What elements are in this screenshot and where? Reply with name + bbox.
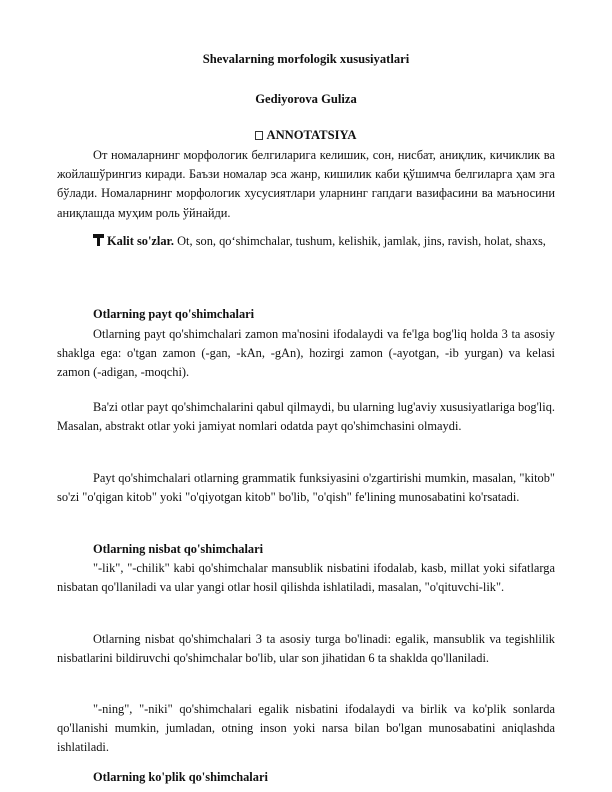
author-name: Gediyorova Guliza (255, 92, 357, 106)
section-heading-payt: Otlarning payt qo'shimchalari (93, 307, 255, 321)
annotation-heading (0, 128, 612, 143)
section-payt-paragraph-2: Ba'zi otlar payt qo'shimchalarini qabul qilmaydi, bu ularning lug'aviy xususiyatlariga bog'liq. Masalan, abstrakt otlar yoki jamiyat nomlari odatda payt qo'shimchasini olmaydi. (57, 400, 555, 434)
keywords-text: Ot, son, qo‘shimchalar, tushum, kelishik, jamlak, jins, ravish, holat, shaxs, (177, 234, 546, 248)
keywords-paragraph (57, 232, 555, 251)
section-nisbat-paragraph-2: Otlarning nisbat qo'shimchalari 3 ta asosiy turga bo'linadi: egalik, mansublik va tegishlilik nisbatlarini bildiruvchi qo'shimchalar bo'lib, ular son jihatidan 6 ta shaklda qo'llaniladi. (57, 632, 555, 666)
keywords-label: Kalit so'zlar. (107, 234, 174, 248)
key-icon (93, 234, 104, 246)
paper-title: Shevalarning morfologik xususiyatlari (202, 52, 410, 66)
section-payt-paragraph-1: Otlarning payt qo'shimchalari zamon ma'nosini ifodalaydi va fe'lga bog'liq holda 3 ta asosiy shaklga ega: o'tgan zamon (-gan, -kAn, -gAn), hozirgi zamon (-ayotgan, -ib yurgan) va kelasi zamon (-adigan, -moqchi). (57, 327, 555, 380)
section-payt-paragraph-3: Payt qo'shimchalari otlarning grammatik funksiyasini o'zgartirishi mumkin, masalan, "kitob" so'zi "o'qigan kitob" yoki "o'qiyotgan kitob" bo'lib, "o'qish" fe'lining munosabatini ko'rsatadi. (57, 471, 555, 505)
annotation-heading-text: ANNOTATSIYA (266, 128, 357, 142)
section-heading-nisbat: Otlarning nisbat qo'shimchalari (93, 542, 264, 556)
section-heading-koplik: Otlarning ko'plik qo'shimchalari (93, 770, 268, 784)
section-nisbat-paragraph-3: "-ning", "-niki" qo'shimchalari egalik nisbatini ifodalaydi va birlik va ko'plik sonlarda qo'llanishi mumkin, jumladan, otning inson yoki narsa bilan bo'lgan munosabatini aniqlashda ishlatiladi. (57, 702, 555, 755)
annotation-text: От номаларнинг морфологик белгиларига келишик, сон, нисбат, аниқлик, кичиклик ва жойлашўрингиз киради. Баъзи номалар эса жанр, кишилик каби қўшимча белгиларга ҳам эга бўлади. Номаларнинг морфологик хусусиятлари уларнинг гапдаги вазифасини ва маъносини аниқлашда муҳим роль ўйнайди. (57, 148, 555, 220)
section-nisbat-paragraph-1: "-lik", "-chilik" kabi qo'shimchalar mansublik nisbatini ifodalab, kasb, millat yoki sifatlarga nisbatan qo'llaniladi va ular yangi otlar hosil qilishda ishlatiladi, masalan, "o'qituvchi-lik". (57, 561, 555, 595)
placeholder-box-icon (255, 131, 263, 140)
